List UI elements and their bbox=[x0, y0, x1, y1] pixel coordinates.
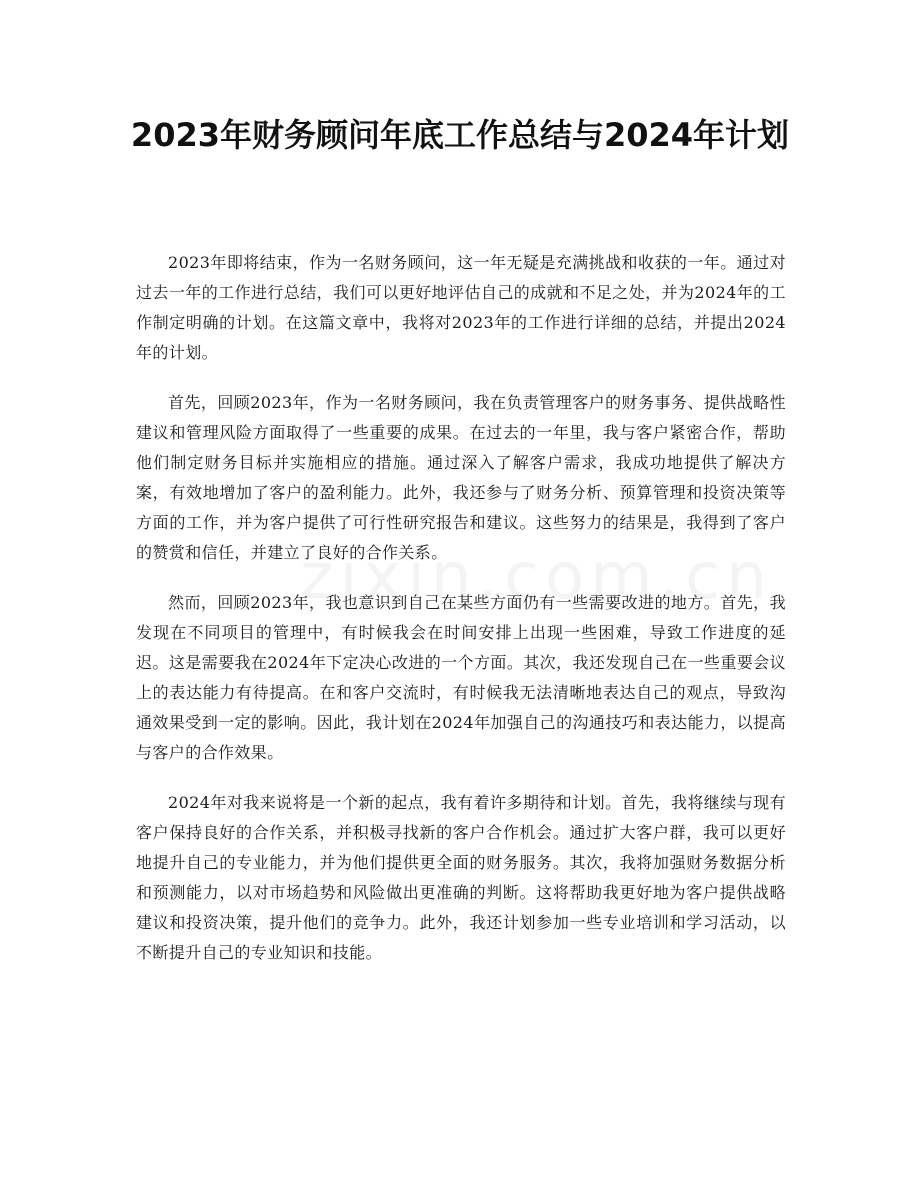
document-title: 2023年财务顾问年底工作总结与2024年计划 bbox=[130, 116, 790, 154]
document-body bbox=[136, 248, 786, 988]
paragraph-improvements: 然而，回顾2023年，我也意识到自己在某些方面仍有一些需要改进的地方。首先，我发现在不同项目的管理中，有时候我会在时间安排上出现一些困难，导致工作进度的延迟。这是需要我在2024年下定决心改进的一个方面。其次，我还发现自己在一些重要会议上的表达能力有待提高。在和客户交流时，有时候我无法清晰地表达自己的观点，导致沟通效果受到一定的影响。因此，我计划在2024年加强自己的沟通技巧和表达能力，以提高与客户的合作效果。 bbox=[136, 593, 786, 762]
paragraph-intro: 2023年即将结束，作为一名财务顾问，这一年无疑是充满挑战和收获的一年。通过对过去一年的工作进行总结，我们可以更好地评估自己的成就和不足之处，并为2024年的工作制定明确的计划。在这篇文章中，我将对2023年的工作进行详细的总结，并提出2024年的计划。 bbox=[136, 253, 786, 362]
paragraph-achievements: 首先，回顾2023年，作为一名财务顾问，我在负责管理客户的财务事务、提供战略性建议和管理风险方面取得了一些重要的成果。在过去的一年里，我与客户紧密合作，帮助他们制定财务目标并实施相应的措施。通过深入了解客户需求，我成功地提供了解决方案，有效地增加了客户的盈利能力。此外，我还参与了财务分析、预算管理和投资决策等方面的工作，并为客户提供了可行性研究报告和建议。这些努力的结果是，我得到了客户的赞赏和信任，并建立了良好的合作关系。 bbox=[136, 393, 786, 562]
paragraph-plans: 2024年对我来说将是一个新的起点，我有着许多期待和计划。首先，我将继续与现有客户保持良好的合作关系，并积极寻找新的客户合作机会。通过扩大客户群，我可以更好地提升自己的专业能力，并为他们提供更全面的财务服务。其次，我将加强财务数据分析和预测能力，以对市场趋势和风险做出更准确的判断。这将帮助我更好地为客户提供战略建议和投资决策，提升他们的竞争力。此外，我还计划参加一些专业培训和学习活动，以不断提升自己的专业知识和技能。 bbox=[136, 793, 786, 962]
